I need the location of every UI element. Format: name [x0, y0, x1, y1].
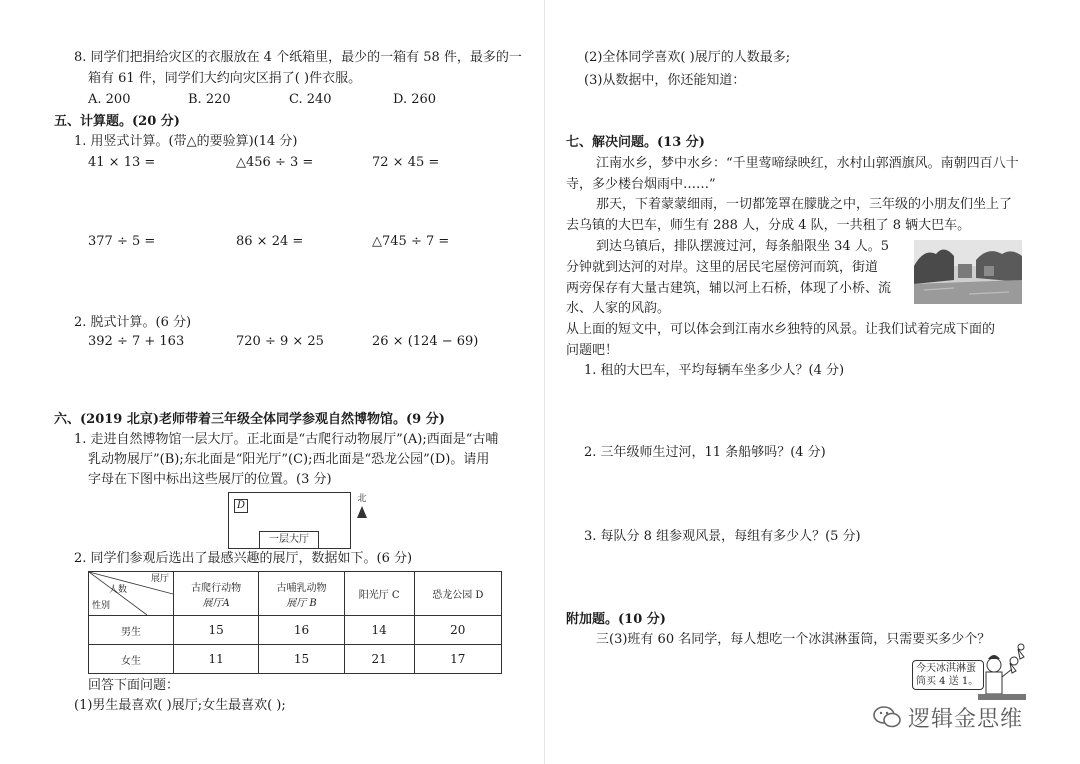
table-row	[89, 645, 502, 674]
table-header-row	[89, 572, 502, 616]
page-fold	[544, 0, 545, 764]
section5-sub1: 1. 用竖式计算。(带△的要验算)(14 分)	[74, 134, 298, 149]
bonus-text: 三(3)班有 60 名同学，每人想吃一个冰淇淋蛋筒，只需要买多少个？	[596, 632, 991, 647]
story-p10: 问题吧！	[566, 343, 619, 358]
problem-1: 1. 租的大巴车，平均每辆车坐多少人？(4 分)	[584, 363, 845, 378]
table-row	[89, 616, 502, 645]
calc-4: 377 ÷ 5 =	[88, 234, 156, 249]
story-p4: 去乌镇的大巴车，师生有 288 人，分成 4 队，一共租了 8 辆大巴车。	[566, 218, 971, 233]
bubble-line2: 筒买 4 送 1。	[916, 676, 979, 687]
bubble-line1: 今天冰淇淋蛋	[916, 663, 976, 674]
north-indicator	[354, 494, 370, 518]
hall-data-table	[88, 571, 502, 674]
north-arrow-icon	[357, 506, 367, 518]
story-p7: 两旁保存有大量古建筑，辅以河上石桥，体现了小桥、流	[566, 281, 892, 296]
section5-sub2: 2. 脱式计算。(6 分)	[74, 315, 192, 330]
calc-5: 86 × 24 =	[236, 234, 304, 249]
calc-6: △745 ÷ 7 =	[372, 234, 450, 249]
header-a: 古爬行动物 展厅A	[174, 572, 259, 616]
header-c: 阳光厅 C	[344, 572, 414, 616]
watermark-text: 逻辑金思维	[908, 706, 1024, 732]
table-cell: 21	[344, 645, 414, 674]
bonus-title: 附加题。(10 分)	[566, 612, 666, 627]
section7-title: 七、解决问题。(13 分)	[566, 135, 705, 150]
calc-9: 26 × (124 − 69)	[372, 334, 479, 349]
corner-bottom-label: 性别	[92, 601, 111, 611]
story-p3: 那天，下着蒙蒙细雨，一切都笼罩在朦胧之中，三年级的小朋友们坐上了	[596, 197, 1013, 212]
story-p1: 江南水乡，梦中水乡：“千里莺啼绿映红，水村山郭酒旗风。南朝四百八十	[596, 156, 1019, 171]
hall-diagram	[228, 492, 351, 549]
table-cell: 16	[259, 616, 344, 645]
table-cell: 15	[174, 616, 259, 645]
story-p9: 从上面的短文中，可以体会到江南水乡独特的风景。让我们试着完成下面的	[566, 322, 996, 337]
section6-q1-line1: 1. 走进自然博物馆一层大厅。正北面是“古爬行动物展厅”(A);西面是“古哺	[74, 432, 499, 447]
calc-1: 41 × 13 =	[88, 155, 156, 170]
table-cell: 15	[259, 645, 344, 674]
header-b: 古哺乳动物 展厅 B	[259, 572, 344, 616]
story-p8: 水、人家的风韵。	[566, 301, 671, 316]
section5-title: 五、计算题。(20 分)	[54, 114, 180, 129]
row-label: 女生	[89, 645, 174, 674]
q8-line2: 箱有 61 件，同学们大约向灾区捐了( )件衣服。	[88, 71, 362, 86]
header-d: 恐龙公园 D	[414, 572, 501, 616]
answer-title: 回答下面问题：	[88, 678, 180, 693]
problem-3: 3. 每队分 8 组参观风景，每组有多少人？(5 分)	[584, 529, 861, 544]
table-cell: 14	[344, 616, 414, 645]
table-cell: 20	[414, 616, 501, 645]
story-p5: 到达乌镇后，排队摆渡过河，每条船限坐 34 人。5	[596, 239, 890, 254]
section6-q1-line2: 乳动物展厅”(B);东北面是“阳光厅”(C);西北面是“恐龙公园”(D)。请用	[88, 452, 490, 467]
section6-q1-line3: 字母在下图中标出这些展厅的位置。(3 分)	[88, 472, 332, 487]
table-cell: 11	[174, 645, 259, 674]
calc-2: △456 ÷ 3 =	[236, 155, 314, 170]
calc-7: 392 ÷ 7 + 163	[88, 334, 185, 349]
answer-3: (3)从数据中，你还能知道：	[584, 73, 746, 88]
price-speech-bubble	[912, 660, 984, 690]
corner-mid-label: 人数	[109, 585, 128, 595]
q8-line1: 8. 同学们把捐给灾区的衣服放在 4 个纸箱里，最少的一箱有 58 件，最多的一	[74, 50, 522, 65]
north-label: 北	[357, 494, 367, 504]
calc-3: 72 × 45 =	[372, 155, 440, 170]
story-p2: 寺，多少楼台烟雨中……”	[566, 177, 716, 192]
answer-2: (2)全体同学喜欢( )展厅的人数最多;	[584, 50, 791, 65]
water-town-photo	[914, 240, 1022, 304]
q8-option-c: C. 240	[289, 92, 332, 107]
q8-option-b: B. 220	[188, 92, 231, 107]
watermark	[872, 702, 1023, 732]
q8-option-a: A. 200	[88, 92, 131, 107]
section6-q2: 2. 同学们参观后选出了最感兴趣的展厅，数据如下。(6 分)	[74, 551, 413, 566]
table-corner	[89, 572, 174, 616]
calc-8: 720 ÷ 9 × 25	[236, 334, 324, 349]
problem-2: 2. 三年级师生过河，11 条船够吗？(4 分)	[584, 445, 826, 460]
answer-1: (1)男生最喜欢( )展厅;女生最喜欢( );	[74, 698, 286, 713]
table-cell: 17	[414, 645, 501, 674]
corner-top-label: 展厅	[150, 574, 169, 584]
wechat-icon	[872, 704, 902, 730]
diagram-hall: 一层大厅	[259, 531, 319, 548]
row-label: 男生	[89, 616, 174, 645]
q8-option-d: D. 260	[393, 92, 437, 107]
section6-title: 六、(2019 北京)老师带着三年级全体同学参观自然博物馆。(9 分)	[54, 412, 445, 427]
diagram-marker-d: D	[234, 499, 248, 513]
story-p6: 分钟就到达河的对岸。这里的居民宅屋傍河而筑，街道	[566, 260, 879, 275]
